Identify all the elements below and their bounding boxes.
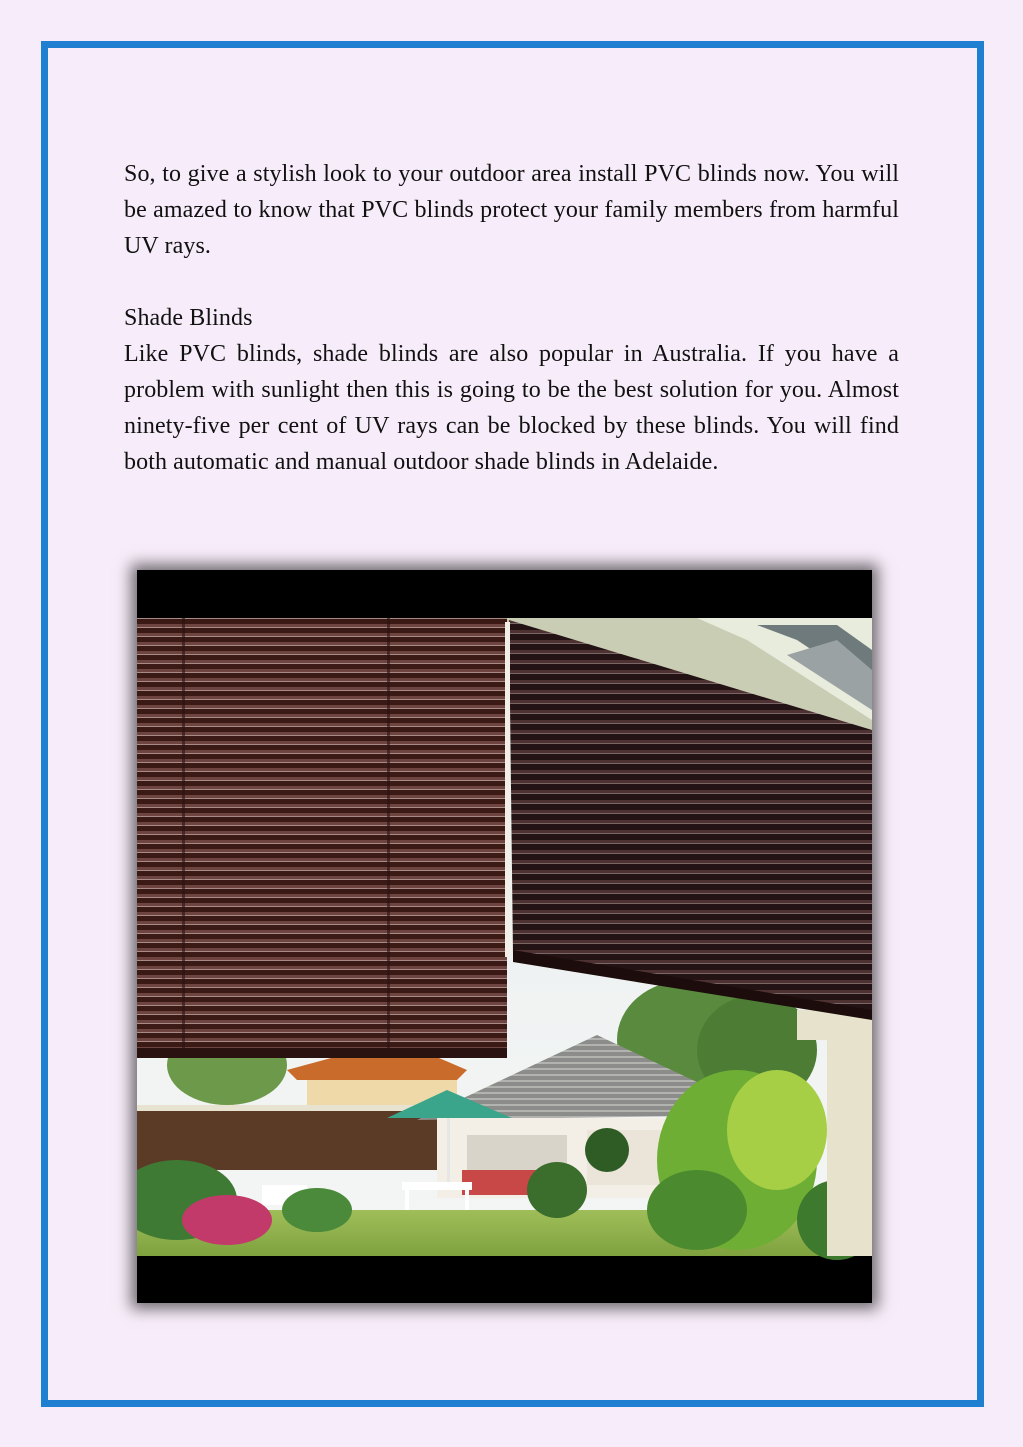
shade-blinds-photo [137,570,872,1303]
paragraph-spacer [124,264,899,300]
section-heading: Shade Blinds [124,305,253,331]
bottom-letterbox-bar [137,1256,872,1303]
intro-paragraph: So, to give a stylish look to your outdoor area install PVC blinds now. You will be amazed to know that PVC blinds protect your family members from harmful UV rays. [124,161,899,259]
article-text [124,156,899,480]
section-body-text: Like PVC blinds, shade blinds are also popular in Australia. If you have a problem with sunlight then this is going to be the best solution for you. Almost ninety-five per cent of UV rays can be blocked by these blinds. You will find both automatic and manual [124,341,899,475]
sentence-end: . [712,449,719,475]
top-letterbox-bar [137,570,872,618]
section-paragraph [124,336,899,480]
outdoor-shade-blinds-link[interactable]: outdoor shade blinds in Adelaide [393,449,713,475]
left-blind [137,618,507,1058]
photo-illustration [137,570,872,1303]
